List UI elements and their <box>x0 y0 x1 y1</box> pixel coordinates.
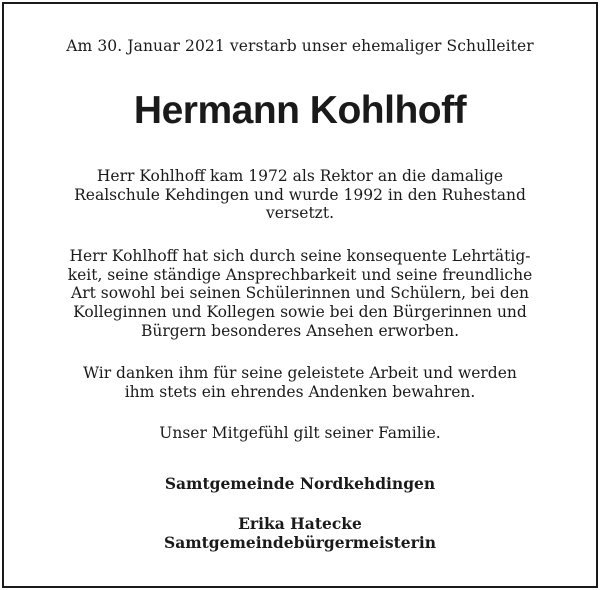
paragraph-thanks <box>24 364 576 401</box>
signature-person: Erika Hatecke <box>238 514 362 533</box>
paragraph-career <box>24 167 576 223</box>
text-line: ihm stets ein ehrendes Andenken bewahren. <box>124 382 476 401</box>
intro-line: Am 30. Januar 2021 verstarb unser ehemaliger Schulleiter <box>66 37 534 55</box>
text-line: Bürgern besonderes Ansehen erworben. <box>140 321 460 340</box>
text-line: versetzt. <box>265 204 335 223</box>
text-line: Unser Mitgefühl gilt seiner Familie. <box>159 424 441 442</box>
signature-title: Samtgemeindebürgermeisterin <box>164 533 436 552</box>
text-line: Wir danken ihm für seine geleistete Arbeit und werden <box>83 364 517 382</box>
signature-organization: Samtgemeinde Nordkehdingen <box>164 474 436 493</box>
text-line: Realschule Kehdingen und wurde 1992 in den Ruhestand <box>74 185 526 204</box>
deceased-name: Hermann Kohlhoff <box>133 89 467 132</box>
notice-border <box>2 2 598 588</box>
paragraph-condolence <box>24 424 576 443</box>
text-line: Art sowohl bei seinen Schülerinnen und Schülern, bei den <box>71 284 529 303</box>
paragraph-tribute <box>24 247 576 341</box>
text-line: Herr Kohlhoff kam 1972 als Rektor an die damalige <box>96 167 504 185</box>
text-line: keit, seine ständige Ansprechbarkeit und seine freundliche <box>67 265 533 284</box>
text-line: Herr Kohlhoff hat sich durch seine konsequente Lehrtätig- <box>69 247 531 265</box>
text-line: Kolleginnen und Kollegen sowie bei den Bürgerinnen und <box>73 303 527 322</box>
